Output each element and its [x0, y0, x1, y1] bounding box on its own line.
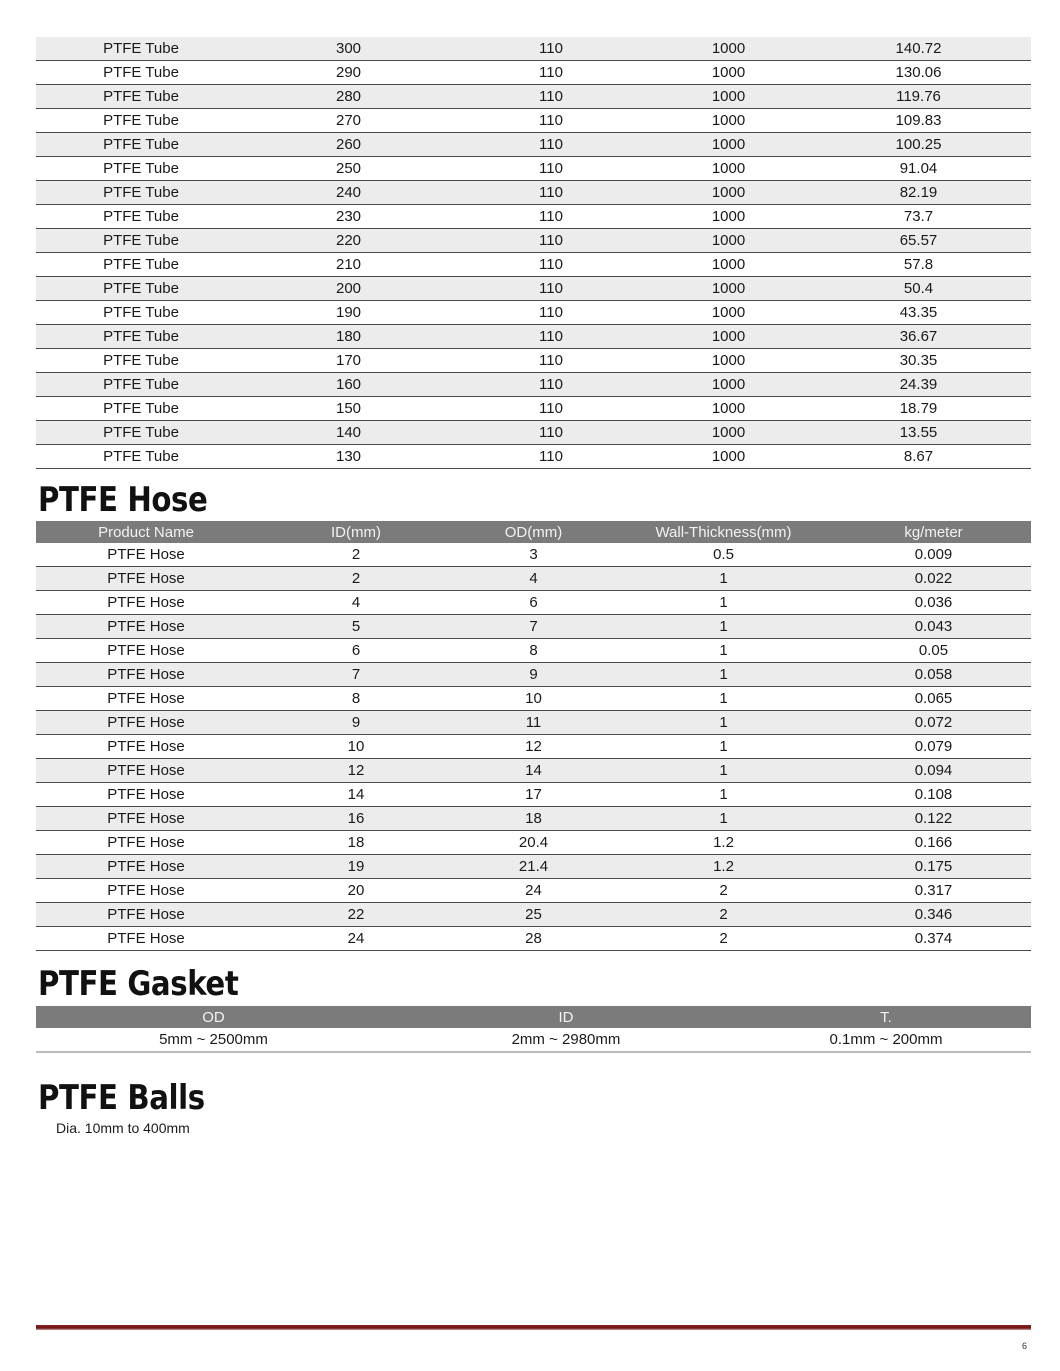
table-cell: PTFE Hose: [107, 906, 185, 923]
table-row: [36, 397, 1031, 421]
table-row: [36, 85, 1031, 109]
table-cell: PTFE Hose: [107, 570, 185, 587]
table-cell: 20.4: [518, 834, 549, 851]
table-cell: 1000: [711, 40, 746, 57]
table-cell: 180: [335, 328, 362, 345]
table-cell: 1000: [711, 136, 746, 153]
table-cell: 110: [539, 136, 563, 153]
table-cell: 0.043: [914, 618, 953, 635]
table-cell: PTFE Hose: [107, 546, 185, 563]
table-cell: 0.065: [914, 690, 953, 707]
table-row: [36, 855, 1031, 879]
table-row: [36, 445, 1031, 469]
footer-rule: [36, 1325, 1031, 1330]
table-cell: 0.072: [914, 714, 953, 731]
table-cell: 30.35: [899, 352, 938, 369]
table-cell: 1: [719, 594, 728, 611]
table-cell: 0.175: [914, 858, 953, 875]
table-cell: PTFE Tube: [103, 448, 179, 465]
table-cell: 110: [539, 376, 563, 393]
hose-table: [36, 521, 1031, 951]
table-cell: 73.7: [903, 208, 934, 225]
table-cell: 1000: [711, 328, 746, 345]
table-cell: 9: [351, 714, 361, 731]
table-cell: 1: [719, 786, 728, 803]
table-cell: 1000: [711, 112, 746, 129]
table-cell: PTFE Hose: [107, 594, 185, 611]
table-cell: 130: [335, 448, 362, 465]
table-cell: PTFE Hose: [107, 810, 185, 827]
table-row: [36, 567, 1031, 591]
table-cell: 17: [525, 786, 542, 803]
table-cell: 140: [335, 424, 362, 441]
table-cell: 18: [525, 810, 542, 827]
table-cell: 0.094: [914, 762, 953, 779]
table-cell: PTFE Tube: [103, 184, 179, 201]
hose-table-body: [36, 543, 1031, 951]
table-cell: 110: [539, 400, 563, 417]
table-row: [36, 639, 1031, 663]
table-cell: 280: [335, 88, 362, 105]
table-row: [36, 879, 1031, 903]
table-cell: 2: [719, 882, 728, 899]
table-cell: 5mm ~ 2500mm: [159, 1031, 268, 1048]
table-cell: 1000: [711, 352, 746, 369]
table-cell: PTFE Tube: [103, 376, 179, 393]
page-number: 6: [1022, 1341, 1028, 1351]
table-cell: 13.55: [899, 424, 938, 441]
table-cell: 0.122: [914, 810, 953, 827]
table-cell: 57.8: [903, 256, 934, 273]
table-cell: 1: [719, 690, 728, 707]
table-row: [36, 543, 1031, 567]
table-cell: PTFE Tube: [103, 232, 179, 249]
gasket-table: [36, 1006, 1031, 1053]
table-row: [36, 421, 1031, 445]
table-row: [36, 807, 1031, 831]
table-cell: 43.35: [899, 304, 938, 321]
table-cell: 2: [719, 906, 728, 923]
table-row: [36, 1028, 1031, 1053]
table-cell: 250: [335, 160, 362, 177]
table-cell: 11: [525, 714, 542, 731]
table-cell: 1.2: [713, 834, 734, 851]
table-cell: 1000: [711, 256, 746, 273]
table-cell: PTFE Tube: [103, 40, 179, 57]
table-row: [36, 205, 1031, 229]
table-row: [36, 253, 1031, 277]
table-row: [36, 181, 1031, 205]
table-cell: 0.036: [914, 594, 953, 611]
balls-section-title: PTFE Balls: [38, 1078, 205, 1118]
table-cell: 25: [525, 906, 542, 923]
table-cell: 110: [539, 208, 563, 225]
table-cell: PTFE Hose: [107, 762, 185, 779]
column-header: Product Name: [98, 523, 194, 541]
table-cell: 1000: [711, 232, 746, 249]
table-row: [36, 373, 1031, 397]
table-cell: PTFE Tube: [103, 208, 179, 225]
column-header: ID: [558, 1008, 574, 1026]
gasket-section-title: PTFE Gasket: [38, 964, 239, 1004]
column-header: T.: [880, 1008, 892, 1026]
table-row: [36, 157, 1031, 181]
table-cell: PTFE Tube: [103, 328, 179, 345]
table-cell: 10: [347, 738, 365, 755]
table-cell: 1: [719, 714, 728, 731]
table-cell: 1.2: [713, 858, 734, 875]
table-cell: PTFE Tube: [103, 112, 179, 129]
table-cell: 210: [335, 256, 362, 273]
table-cell: 110: [539, 448, 563, 465]
table-cell: PTFE Hose: [107, 714, 185, 731]
table-cell: 24: [347, 930, 365, 947]
table-cell: 0.079: [914, 738, 953, 755]
table-cell: 1000: [711, 88, 746, 105]
table-cell: 200: [335, 280, 362, 297]
table-cell: 110: [539, 328, 563, 345]
table-cell: 1000: [711, 424, 746, 441]
table-row: [36, 109, 1031, 133]
table-cell: PTFE Tube: [103, 424, 179, 441]
table-cell: 1: [719, 570, 728, 587]
table-cell: 91.04: [899, 160, 938, 177]
column-header: kg/meter: [904, 523, 963, 541]
table-cell: 240: [335, 184, 362, 201]
table-cell: 50.4: [903, 280, 934, 297]
table-cell: 20: [347, 882, 365, 899]
table-row: [36, 663, 1031, 687]
table-cell: 18: [347, 834, 365, 851]
table-cell: 1: [719, 738, 728, 755]
table-cell: 1000: [711, 184, 746, 201]
table-row: [36, 687, 1031, 711]
table-cell: 19: [347, 858, 365, 875]
table-cell: 110: [539, 40, 563, 57]
table-cell: 140.72: [895, 40, 942, 57]
table-cell: 110: [539, 424, 563, 441]
table-cell: 14: [525, 762, 542, 779]
table-cell: 0.5: [713, 546, 734, 563]
table-row: [36, 903, 1031, 927]
column-header: Wall-Thickness(mm): [655, 523, 792, 541]
table-cell: 100.25: [895, 136, 942, 153]
table-row: [36, 229, 1031, 253]
table-cell: PTFE Tube: [103, 352, 179, 369]
table-cell: 190: [335, 304, 362, 321]
table-cell: 110: [539, 352, 563, 369]
table-cell: 170: [335, 352, 362, 369]
table-cell: 0.058: [914, 666, 953, 683]
table-cell: 0.166: [914, 834, 953, 851]
table-cell: 4: [529, 570, 538, 587]
gasket-table-header: [36, 1006, 1031, 1028]
balls-size-note: Dia. 10mm to 400mm: [56, 1120, 190, 1136]
table-cell: PTFE Tube: [103, 280, 179, 297]
table-cell: PTFE Tube: [103, 88, 179, 105]
table-cell: 2: [351, 546, 361, 563]
table-cell: 18.79: [899, 400, 938, 417]
table-cell: 1: [719, 666, 728, 683]
table-cell: 36.67: [899, 328, 938, 345]
table-cell: PTFE Hose: [107, 666, 185, 683]
table-cell: 2mm ~ 2980mm: [511, 1031, 621, 1048]
table-cell: 7: [351, 666, 361, 683]
hose-table-header: [36, 521, 1031, 543]
table-cell: 0.05: [918, 642, 949, 659]
table-cell: 1000: [711, 400, 746, 417]
table-cell: PTFE Hose: [107, 834, 185, 851]
table-cell: 1000: [711, 376, 746, 393]
table-cell: 65.57: [899, 232, 938, 249]
table-cell: 5: [351, 618, 361, 635]
table-cell: 1: [719, 642, 728, 659]
table-cell: 4: [351, 594, 361, 611]
table-row: [36, 735, 1031, 759]
table-cell: 110: [539, 88, 563, 105]
table-row: [36, 591, 1031, 615]
column-header: OD: [202, 1008, 225, 1026]
table-row: [36, 615, 1031, 639]
table-cell: 1: [719, 618, 728, 635]
table-cell: PTFE Hose: [107, 738, 185, 755]
table-row: [36, 711, 1031, 735]
table-cell: 1000: [711, 208, 746, 225]
table-cell: 160: [335, 376, 362, 393]
table-cell: 12: [347, 762, 365, 779]
table-cell: 300: [335, 40, 362, 57]
table-cell: 260: [335, 136, 362, 153]
table-cell: 1: [719, 810, 728, 827]
table-cell: 220: [335, 232, 362, 249]
table-cell: 150: [335, 400, 362, 417]
table-cell: 14: [347, 786, 365, 803]
table-cell: 12: [525, 738, 542, 755]
table-cell: PTFE Tube: [103, 136, 179, 153]
table-cell: 1000: [711, 160, 746, 177]
table-cell: 110: [539, 184, 563, 201]
table-cell: 110: [539, 232, 563, 249]
table-cell: 0.317: [914, 882, 953, 899]
table-row: [36, 759, 1031, 783]
table-cell: PTFE Hose: [107, 618, 185, 635]
table-cell: 0.022: [914, 570, 953, 587]
table-cell: 3: [529, 546, 538, 563]
table-row: [36, 783, 1031, 807]
table-cell: 119.76: [896, 88, 941, 105]
table-cell: 270: [335, 112, 362, 129]
table-cell: PTFE Tube: [103, 304, 179, 321]
table-row: [36, 325, 1031, 349]
table-cell: 2: [719, 930, 728, 947]
table-cell: 9: [529, 666, 538, 683]
table-cell: 290: [335, 64, 362, 81]
hose-section-title: PTFE Hose: [38, 480, 208, 520]
table-cell: PTFE Hose: [107, 786, 185, 803]
table-cell: PTFE Tube: [103, 64, 179, 81]
table-cell: PTFE Tube: [103, 400, 179, 417]
table-cell: 6: [529, 594, 538, 611]
table-cell: 28: [525, 930, 542, 947]
table-cell: PTFE Hose: [107, 642, 185, 659]
gasket-table-body: [36, 1028, 1031, 1053]
table-cell: 8: [529, 642, 538, 659]
column-header: ID(mm): [331, 523, 381, 541]
table-cell: 1000: [711, 304, 746, 321]
table-cell: 2: [351, 570, 361, 587]
table-row: [36, 37, 1031, 61]
table-cell: 10: [525, 690, 542, 707]
table-cell: 110: [539, 112, 563, 129]
table-cell: PTFE Tube: [103, 160, 179, 177]
table-row: [36, 61, 1031, 85]
table-cell: 24.39: [899, 376, 938, 393]
table-cell: 0.346: [914, 906, 953, 923]
table-row: [36, 277, 1031, 301]
table-cell: 110: [539, 304, 563, 321]
table-row: [36, 831, 1031, 855]
table-cell: 7: [529, 618, 538, 635]
table-row: [36, 133, 1031, 157]
table-cell: 8.67: [903, 448, 934, 465]
table-row: [36, 927, 1031, 951]
table-cell: 22: [347, 906, 365, 923]
table-cell: 6: [351, 642, 361, 659]
table-cell: PTFE Hose: [107, 930, 185, 947]
table-cell: 1000: [711, 280, 746, 297]
table-cell: PTFE Tube: [103, 256, 179, 273]
table-cell: 16: [347, 810, 365, 827]
table-cell: 1: [719, 762, 728, 779]
table-cell: 110: [539, 64, 563, 81]
table-cell: 230: [335, 208, 362, 225]
tube-table: [36, 37, 1031, 469]
table-cell: PTFE Hose: [107, 882, 185, 899]
table-cell: 130.06: [895, 64, 942, 81]
table-cell: 0.009: [914, 546, 953, 563]
table-cell: 0.374: [914, 930, 953, 947]
table-cell: 110: [539, 160, 563, 177]
table-cell: 24: [525, 882, 542, 899]
table-cell: 110: [539, 280, 563, 297]
table-cell: 0.108: [914, 786, 953, 803]
column-header: OD(mm): [504, 523, 563, 541]
table-cell: 1000: [711, 448, 746, 465]
table-row: [36, 349, 1031, 373]
table-cell: 8: [351, 690, 361, 707]
table-cell: PTFE Hose: [107, 858, 185, 875]
table-cell: 109.83: [895, 112, 942, 129]
table-cell: PTFE Hose: [107, 690, 185, 707]
table-cell: 1000: [711, 64, 746, 81]
table-cell: 82.19: [899, 184, 938, 201]
table-cell: 110: [539, 256, 563, 273]
table-cell: 0.1mm ~ 200mm: [829, 1031, 943, 1048]
table-cell: 21.4: [518, 858, 549, 875]
table-row: [36, 301, 1031, 325]
